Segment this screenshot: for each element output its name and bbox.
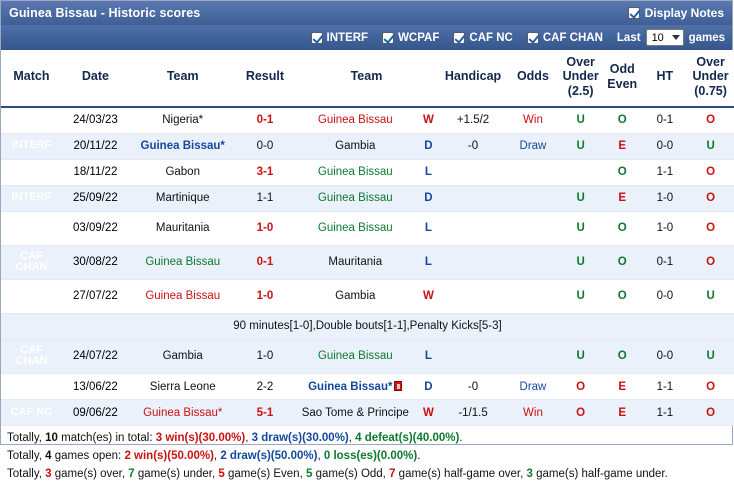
table-row[interactable] xyxy=(1,279,734,313)
summary-l2-total: 4 xyxy=(45,449,52,462)
cell-competition: INTERF xyxy=(1,133,62,159)
cell-outcome: L xyxy=(417,245,439,279)
cell-over-under-075: U xyxy=(687,133,734,159)
cell-team-home: Guinea Bissau xyxy=(129,279,237,313)
cell-date: 24/03/23 xyxy=(62,107,129,133)
cell-over-under-25: O xyxy=(559,374,602,400)
cell-outcome: L xyxy=(417,159,439,185)
table-row[interactable] xyxy=(1,133,734,159)
header-team-home[interactable]: Team xyxy=(129,50,237,107)
cell-date: 27/07/22 xyxy=(62,279,129,313)
cell-over-under-25: U xyxy=(559,279,602,313)
header-ou075-line2: Under xyxy=(692,69,729,84)
cell-odd-even: E xyxy=(602,374,643,400)
cell-result: 1-0 xyxy=(237,279,294,313)
cell-ht: 0-0 xyxy=(643,133,688,159)
display-notes-label: Display Notes xyxy=(644,6,724,20)
summary-line-ou xyxy=(7,466,726,484)
cell-team-away: Guinea Bissau xyxy=(293,211,417,245)
cell-over-under-25: U xyxy=(559,211,602,245)
cell-result: 1-1 xyxy=(237,185,294,211)
cell-date: 24/07/22 xyxy=(62,339,129,373)
filter-caf-chan[interactable] xyxy=(527,32,603,44)
cell-ht: 1-1 xyxy=(643,374,688,400)
display-notes-checkbox[interactable] xyxy=(628,7,640,19)
cell-ht: 0-0 xyxy=(643,279,688,313)
cell-team-home: Guinea Bissau* xyxy=(129,133,237,159)
cell-odds xyxy=(507,339,560,373)
cell-odd-even: O xyxy=(602,279,643,313)
header-team-away[interactable]: Team xyxy=(293,50,439,107)
table-row[interactable] xyxy=(1,185,734,211)
cell-date: 20/11/22 xyxy=(62,133,129,159)
cell-date: 03/09/22 xyxy=(62,211,129,245)
cell-outcome: D xyxy=(417,185,439,211)
summary-l1-p5: . xyxy=(459,432,463,444)
cell-competition: CAF NC xyxy=(1,374,62,400)
table-row[interactable] xyxy=(1,211,734,245)
cell-over-under-075: O xyxy=(687,211,734,245)
summary-l1-p4: , xyxy=(348,432,356,444)
cell-competition: CAF NC xyxy=(1,400,62,426)
header-ou25-line3: (2.5) xyxy=(567,83,594,98)
header-handicap[interactable]: Handicap xyxy=(440,50,507,107)
cell-team-away: Gambia xyxy=(293,279,417,313)
games-count-select[interactable] xyxy=(646,29,684,46)
cell-ht: 1-0 xyxy=(643,211,688,245)
summary-l1-p1: Totally, xyxy=(7,432,46,444)
cell-result: 5-1 xyxy=(237,400,294,426)
cell-odds: Win xyxy=(507,107,560,133)
filter-wcpaf[interactable] xyxy=(382,32,439,44)
cell-date: 25/09/22 xyxy=(62,185,129,211)
filter-caf-chan-checkbox[interactable] xyxy=(527,32,539,44)
games-label: games xyxy=(688,31,725,44)
header-ht[interactable]: HT xyxy=(643,50,688,107)
summary-l2-wins: 2 win(s)(50.00%) xyxy=(124,449,214,462)
cell-date: 30/08/22 xyxy=(62,245,129,279)
summary-block xyxy=(1,426,732,485)
cell-odds: Win xyxy=(507,400,560,426)
summary-line-open xyxy=(7,448,726,466)
cell-team-home: Guinea Bissau xyxy=(129,245,237,279)
cell-outcome: D xyxy=(417,133,439,159)
cell-odds xyxy=(507,159,560,185)
summary-l3-p4: game(s) Even, xyxy=(224,467,306,480)
summary-l3-p2: game(s) over, xyxy=(51,467,129,480)
cell-over-under-25 xyxy=(559,159,602,185)
cell-over-under-075: O xyxy=(687,185,734,211)
cell-ht: 0-1 xyxy=(643,245,688,279)
match-note-text: 90 minutes[1-0],Double bouts[1-1],Penalty Kicks[5-3] xyxy=(1,313,734,339)
cell-competition: INTERF xyxy=(1,159,62,185)
header-odd-even-line2: Even xyxy=(607,76,638,91)
cell-handicap: -0 xyxy=(440,133,507,159)
summary-l3-p6: game(s) half-game over, xyxy=(395,467,527,480)
cell-outcome: L xyxy=(417,339,439,373)
cell-over-under-25: U xyxy=(559,339,602,373)
cell-over-under-25: U xyxy=(559,133,602,159)
cell-over-under-075: U xyxy=(687,339,734,373)
summary-l3-odd: 5 xyxy=(305,467,313,480)
cell-team-away: Gambia xyxy=(293,133,417,159)
cell-over-under-25: U xyxy=(559,185,602,211)
cell-result: 1-0 xyxy=(237,339,294,373)
summary-l1-p3: , xyxy=(245,432,252,444)
cell-team-away: Mauritania xyxy=(293,245,417,279)
summary-l2-p1: Totally, xyxy=(7,449,46,462)
cell-team-away: Guinea Bissau xyxy=(293,107,417,133)
table-body xyxy=(1,107,734,425)
filter-caf-nc[interactable] xyxy=(453,32,512,44)
summary-l2-losses: 0 loss(es)(0.00%) xyxy=(323,449,418,462)
summary-l1-p2: match(es) in total: xyxy=(57,432,156,444)
cell-result: 0-1 xyxy=(237,107,294,133)
cell-odd-even: O xyxy=(602,159,643,185)
cell-over-under-075: U xyxy=(687,279,734,313)
cell-outcome: D xyxy=(417,374,439,400)
header-match[interactable]: Match xyxy=(1,50,62,107)
cell-team-away: Sao Tome & Principe xyxy=(293,400,417,426)
table-row[interactable] xyxy=(1,400,734,426)
cell-competition: INTERF xyxy=(1,185,62,211)
filter-wcpaf-checkbox[interactable] xyxy=(382,32,394,44)
table-header-row xyxy=(1,50,734,107)
table-row[interactable] xyxy=(1,245,734,279)
header-odd-even[interactable] xyxy=(602,50,643,107)
cell-handicap: -1/1.5 xyxy=(440,400,507,426)
cell-odds: Draw xyxy=(507,133,560,159)
header-over-under-075[interactable] xyxy=(687,50,734,107)
cell-competition: CAF CHAN xyxy=(1,245,62,279)
cell-team-home: Gambia xyxy=(129,339,237,373)
cell-team-home: Sierra Leone xyxy=(129,374,237,400)
summary-l1-draws: 3 draw(s)(30.00%) xyxy=(251,432,349,444)
cell-result: 0-0 xyxy=(237,133,294,159)
cell-over-under-075: O xyxy=(687,400,734,426)
filter-caf-nc-checkbox[interactable] xyxy=(453,32,465,44)
summary-l3-p1: Totally, xyxy=(7,467,46,480)
cell-handicap xyxy=(440,339,507,373)
header-odd-even-line1: Odd xyxy=(609,62,635,77)
games-count-value: 10 xyxy=(651,31,664,44)
cell-over-under-25: U xyxy=(559,107,602,133)
cell-date: 18/11/22 xyxy=(62,159,129,185)
header-ou075-line1: Over xyxy=(696,55,725,69)
filter-interf-label: INTERF xyxy=(326,31,369,44)
cell-odd-even: E xyxy=(602,133,643,159)
cell-team-home: Martinique xyxy=(129,185,237,211)
summary-l2-p3: , xyxy=(213,449,221,462)
summary-l1-wins: 3 win(s)(30.00%) xyxy=(155,432,246,444)
cell-handicap xyxy=(440,245,507,279)
cell-handicap: +1.5/2 xyxy=(440,107,507,133)
cell-team-away: Guinea Bissau xyxy=(293,159,417,185)
historic-scores-table xyxy=(1,50,734,426)
summary-l3-under: 7 xyxy=(128,467,135,480)
cell-odd-even: E xyxy=(602,400,643,426)
header-ou25-line1: Over xyxy=(566,55,595,69)
cell-handicap xyxy=(440,279,507,313)
summary-l1-total: 10 xyxy=(45,432,58,444)
cell-handicap xyxy=(440,211,507,245)
cell-result: 2-2 xyxy=(237,374,294,400)
cell-result: 3-1 xyxy=(237,159,294,185)
filter-wcpaf-label: WCPAF xyxy=(398,31,440,44)
cell-handicap xyxy=(440,185,507,211)
cell-outcome: W xyxy=(417,279,439,313)
competition-filter-bar xyxy=(1,25,732,50)
cell-competition: CAF NC xyxy=(1,107,62,133)
cell-ht: 1-0 xyxy=(643,185,688,211)
cell-ht: 1-1 xyxy=(643,159,688,185)
summary-l2-p4: , xyxy=(317,449,324,462)
cell-result: 0-1 xyxy=(237,245,294,279)
cell-odds xyxy=(507,185,560,211)
summary-l2-p2: games open: xyxy=(51,449,125,462)
window-titlebar xyxy=(1,1,732,25)
cell-team-away: Guinea Bissau xyxy=(293,339,417,373)
chevron-down-icon xyxy=(672,35,680,40)
summary-l3-half-under: 3 xyxy=(526,467,533,480)
cell-result: 1-0 xyxy=(237,211,294,245)
table-row[interactable] xyxy=(1,107,734,133)
summary-l1-defeats: 4 defeat(s)(40.00%) xyxy=(355,432,460,444)
cell-outcome: W xyxy=(417,400,439,426)
cell-odd-even: O xyxy=(602,107,643,133)
filter-interf-checkbox[interactable] xyxy=(311,32,323,44)
cell-team-away: Guinea Bissau xyxy=(293,185,417,211)
cell-competition: CAF CHAN xyxy=(1,279,62,313)
header-ou075-line3: (0.75) xyxy=(694,83,727,98)
cell-odd-even: E xyxy=(602,185,643,211)
filter-caf-nc-label: CAF NC xyxy=(469,31,513,44)
display-notes-toggle[interactable] xyxy=(628,6,724,20)
cell-odd-even: O xyxy=(602,211,643,245)
cell-handicap: -0 xyxy=(440,374,507,400)
summary-l3-over: 3 xyxy=(45,467,52,480)
match-note-row xyxy=(1,313,734,339)
cell-odds xyxy=(507,211,560,245)
summary-l3-even: 5 xyxy=(218,467,225,480)
summary-l3-p5: game(s) Odd, xyxy=(312,467,390,480)
table-row[interactable] xyxy=(1,374,734,400)
filter-caf-chan-label: CAF CHAN xyxy=(542,31,603,44)
cell-ht: 0-0 xyxy=(643,339,688,373)
cell-team-away: Guinea Bissau* xyxy=(293,374,417,400)
window-title: Guinea Bissau - Historic scores xyxy=(9,6,201,20)
cell-odds xyxy=(507,279,560,313)
cell-team-home: Gabon xyxy=(129,159,237,185)
cell-competition: CAF CHAN xyxy=(1,211,62,245)
cell-outcome: L xyxy=(417,211,439,245)
filter-interf[interactable] xyxy=(311,32,369,44)
summary-l2-p5: . xyxy=(417,449,421,462)
cell-over-under-075: O xyxy=(687,159,734,185)
summary-l3-p3: game(s) under, xyxy=(134,467,219,480)
cell-odds: Draw xyxy=(507,374,560,400)
cell-odd-even: O xyxy=(602,339,643,373)
cell-date: 13/06/22 xyxy=(62,374,129,400)
cell-team-home: Mauritania xyxy=(129,211,237,245)
header-ou25-line2: Under xyxy=(562,69,599,84)
cell-over-under-075: O xyxy=(687,107,734,133)
cell-ht: 1-1 xyxy=(643,400,688,426)
summary-l3-p7: game(s) half-game under. xyxy=(532,467,668,480)
cell-team-home: Guinea Bissau* xyxy=(129,400,237,426)
cell-over-under-25: U xyxy=(559,245,602,279)
red-card-icon xyxy=(394,381,402,391)
header-over-under-25[interactable] xyxy=(559,50,602,107)
cell-competition: CAF CHAN xyxy=(1,339,62,373)
summary-l2-draws: 2 draw(s)(50.00%) xyxy=(220,449,318,462)
cell-outcome: W xyxy=(417,107,439,133)
cell-team-home: Nigeria* xyxy=(129,107,237,133)
table-row[interactable] xyxy=(1,339,734,373)
header-odds[interactable]: Odds xyxy=(507,50,560,107)
summary-line-total xyxy=(7,430,726,448)
header-date[interactable]: Date xyxy=(62,50,129,107)
summary-l3-half-over: 7 xyxy=(389,467,396,480)
cell-odds xyxy=(507,245,560,279)
cell-over-under-075: O xyxy=(687,374,734,400)
cell-over-under-075: O xyxy=(687,245,734,279)
cell-date: 09/06/22 xyxy=(62,400,129,426)
header-result[interactable]: Result xyxy=(237,50,294,107)
last-label: Last xyxy=(616,31,641,44)
cell-over-under-25: O xyxy=(559,400,602,426)
cell-handicap xyxy=(440,159,507,185)
cell-ht: 0-1 xyxy=(643,107,688,133)
last-games-control xyxy=(617,29,725,46)
cell-odd-even: O xyxy=(602,245,643,279)
table-row[interactable] xyxy=(1,159,734,185)
